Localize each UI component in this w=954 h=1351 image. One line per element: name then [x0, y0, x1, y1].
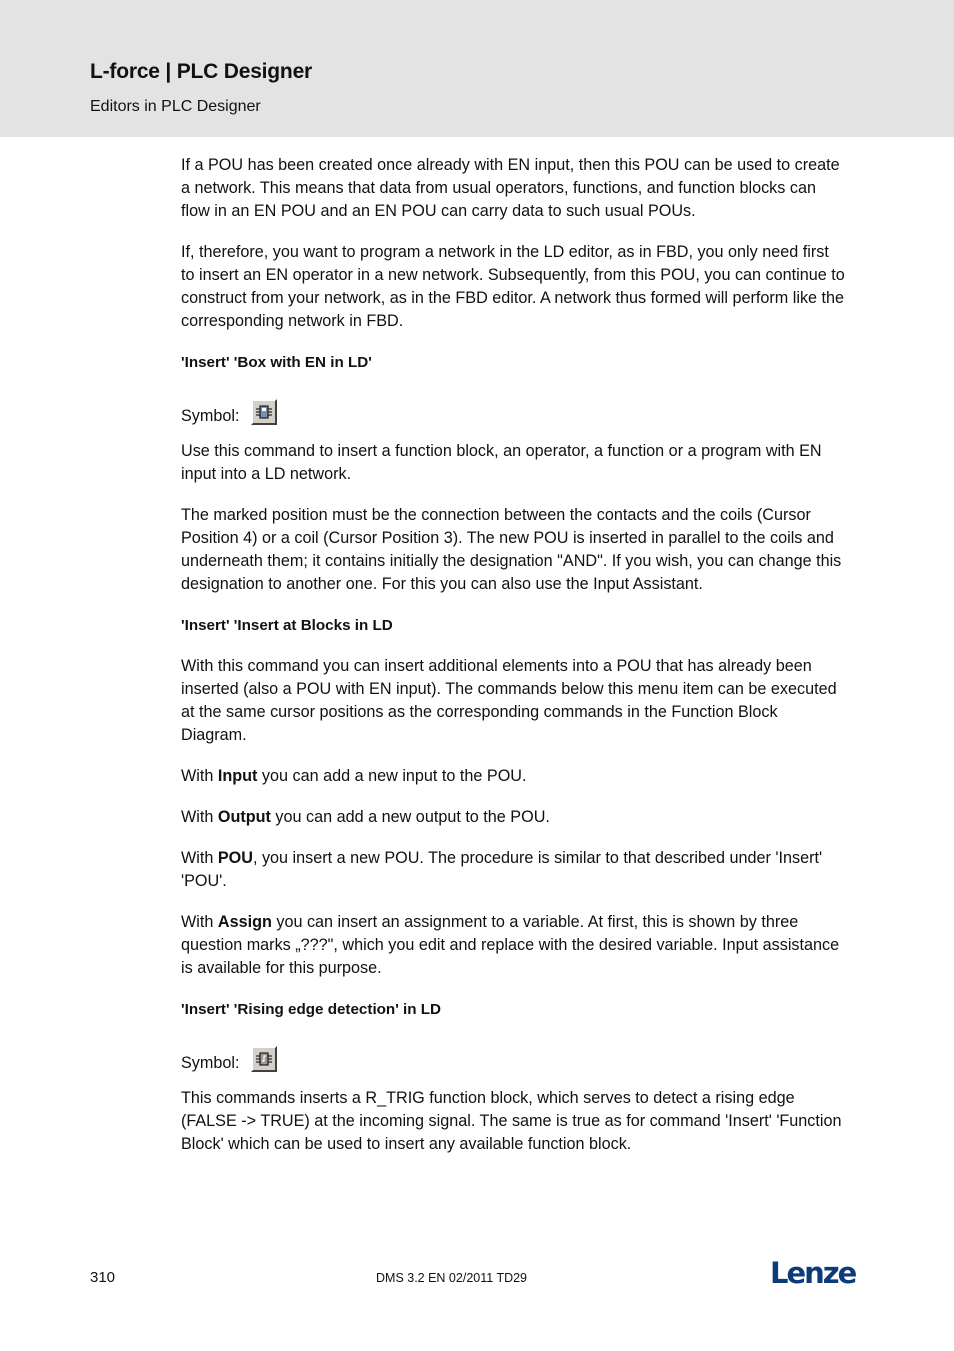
paragraph: This commands inserts a R_TRIG function block, which serves to detect a rising edge (FALSE -> TRUE) at the incoming signal. The same is true as for command 'Insert' 'Function Block' which can be used to insert any available function block. [181, 1089, 842, 1153]
text: With [181, 767, 218, 785]
paragraph: The marked position must be the connection between the contacts and the coils (Cursor Position 4) or a coil (Cursor Position 3). The new POU is inserted in parallel to the coils and underneath them; it contains initially the designation "AND". If you wish, you can change this designation to another one. For this you can also use the Input Assistant. [181, 506, 842, 593]
paragraph-assign [181, 911, 846, 980]
chapter-subtitle: Editors in PLC Designer [90, 98, 261, 115]
paragraph: Use this command to insert a function block, an operator, a function or a program with EN input into a LD network. [181, 442, 822, 483]
document-title: L-force | PLC Designer [90, 60, 313, 83]
text: With [181, 849, 218, 867]
paragraph-output [181, 806, 846, 829]
term-pou: POU [217, 849, 253, 867]
document-id: DMS 3.2 EN 02/2011 TD29 [376, 1271, 528, 1285]
symbol-line [181, 1039, 846, 1073]
text: With [181, 808, 218, 826]
text: you can insert an assignment to a variable. At first, this is shown by three question marks „???", which you edit and replace with the desired variable. Input assistance is available for this purpose. [181, 913, 840, 977]
page-content [181, 154, 846, 1174]
lenze-logo: Lenze [770, 1256, 856, 1290]
symbol-label: Symbol: [181, 407, 240, 425]
text: , you insert a new POU. The procedure is similar to that described under 'Insert' 'POU'. [181, 849, 823, 890]
text: you can add a new input to the POU. [257, 767, 527, 785]
paragraph: With this command you can insert additional elements into a POU that has already been inserted (also a POU with EN input). The commands below this menu item can be executed at the same cursor positions as the corresponding commands in the Function Block Diagram. [181, 657, 837, 744]
paragraph-input [181, 765, 846, 788]
text: With [181, 913, 218, 931]
paragraph-pou [181, 847, 846, 893]
symbol-label: Symbol: [181, 1054, 240, 1072]
section-heading-rising-edge: 'Insert' 'Rising edge detection' in LD [181, 1001, 442, 1018]
box-with-en-icon [251, 399, 277, 425]
page-number: 310 [90, 1269, 116, 1286]
term-assign: Assign [217, 913, 272, 931]
rising-edge-icon [251, 1046, 277, 1072]
paragraph: If a POU has been created once already with EN input, then this POU can be used to create a network. This means that data from usual operators, functions, and function blocks can flow in an EN POU and an EN POU can carry data to such usual POUs. [181, 156, 840, 220]
text: you can add a new output to the POU. [270, 808, 550, 826]
term-input: Input [217, 767, 258, 785]
term-output: Output [217, 808, 271, 826]
symbol-line [181, 392, 846, 426]
section-heading-insert-at-blocks: 'Insert' 'Insert at Blocks in LD [181, 617, 393, 634]
paragraph: If, therefore, you want to program a network in the LD editor, as in FBD, you only need first to insert an EN operator in a new network. Subsequently, from this POU, you can continue to construct from your network, as in the FBD editor. A network thus formed will perform like the corresponding network in FBD. [181, 243, 845, 330]
section-heading-box-with-en: 'Insert' 'Box with EN in LD' [181, 354, 372, 371]
